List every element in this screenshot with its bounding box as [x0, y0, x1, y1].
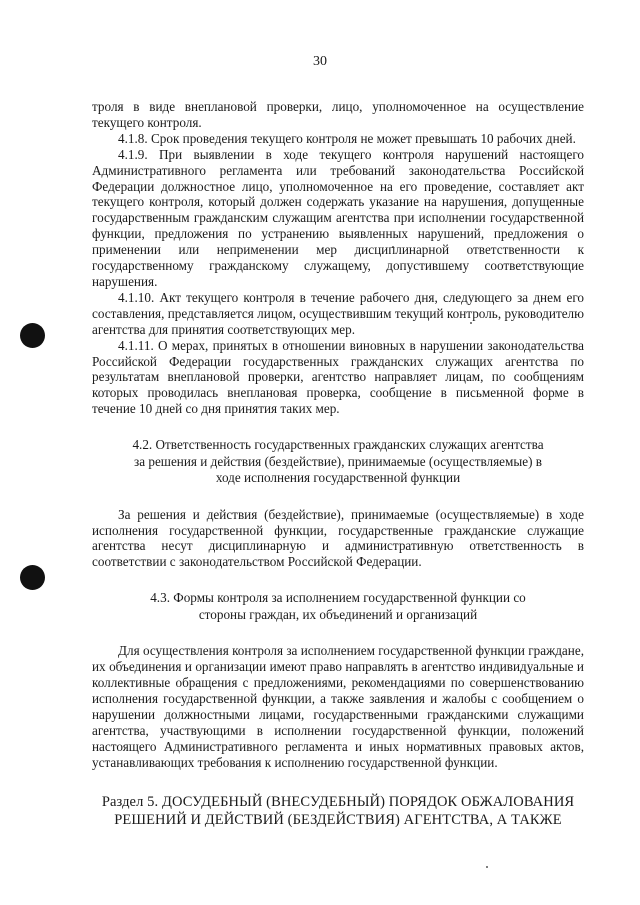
- subsection-heading-4-2: 4.2. Ответственность государственных гражданских служащих агентства за решения и действия (бездействие), принимаемые (осуществляемые) в ходе исполнения государственной функции: [132, 437, 544, 486]
- paragraph-4-1-11: 4.1.11. О мерах, принятых в отношении виновных в нарушении законодательства Российской Федерации государственных гражданских служащих агентства по результатам внеплановой проверки, агентство направляет лицам, по сообщениям которых проводилась внеплановая проверка, сообщение в письменной форме в течение 10 дней со дня принятия таких мер.: [92, 337, 584, 417]
- scan-speck: [486, 866, 488, 868]
- paragraph-4-1-10: 4.1.10. Акт текущего контроля в течение рабочего дня, следующего за днем его составления, представляется лицом, осуществившим текущий контроль, руководителю агентства для принятия соответствующих мер.: [92, 289, 584, 337]
- punch-hole-top: [20, 323, 45, 348]
- paragraph-4-1-8: 4.1.8. Срок проведения текущего контроля не может превышать 10 рабочих дней.: [118, 130, 576, 146]
- paragraph-4-3-body: Для осуществления контроля за исполнением государственной функции граждане, их объединения и организации имеют право направлять в агентство индивидуальные и коллективные обращения с предложениями, рекомендациями по совершенствованию исполнения государственной функции, а также заявления и жалобы с сообщением о нарушении должностными лицами, государственными гражданскими служащими агентства, участвующими в исполнении государственной функции, положений настоящего Административного регламента и иных нормативных правовых актов, устанавливающих требования к исполнению государственной функции.: [92, 643, 584, 770]
- section-5-title: Раздел 5. ДОСУДЕБНЫЙ (ВНЕСУДЕБНЫЙ) ПОРЯДОК ОБЖАЛОВАНИЯ РЕШЕНИЙ И ДЕЙСТВИЙ (БЕЗДЕЙСТВИЯ) АГЕНТСТВА, А ТАКЖЕ: [101, 793, 575, 828]
- page-number: 30: [313, 54, 327, 69]
- paragraph-4-1-9: 4.1.9. При выявлении в ходе текущего контроля нарушений настоящего Административного регламента или требований законодательства Российской Федерации должностное лицо, уполномоченное на его проведение, составляет акт текущего контроля, который должен содержать указание на нарушения, допущенные государственным гражданским служащим агентства при исполнении государственной функции, предложения по устранению выявленных нарушений, предложения о применении или неприменении мер дисциплинарной ответственности к государственному гражданскому служащему, допустившему соответствующие нарушения.: [92, 146, 584, 289]
- paragraph-4-2-body: За решения и действия (бездействие), принимаемые (осуществляемые) в ходе исполнения государственной функции, государственные гражданские служащие агентства несут дисциплинарную и административную ответственность в соответствии с законодательством Российской Федерации.: [92, 506, 584, 570]
- subsection-heading-4-3: 4.3. Формы контроля за исполнением государственной функции со стороны граждан, их объединений и организаций: [150, 590, 526, 622]
- punch-hole-bottom: [20, 565, 45, 590]
- document-body: [92, 99, 584, 829]
- paragraph-continuation: троля в виде внеплановой проверки, лицо, уполномоченное на осуществление текущего контроля.: [92, 99, 584, 130]
